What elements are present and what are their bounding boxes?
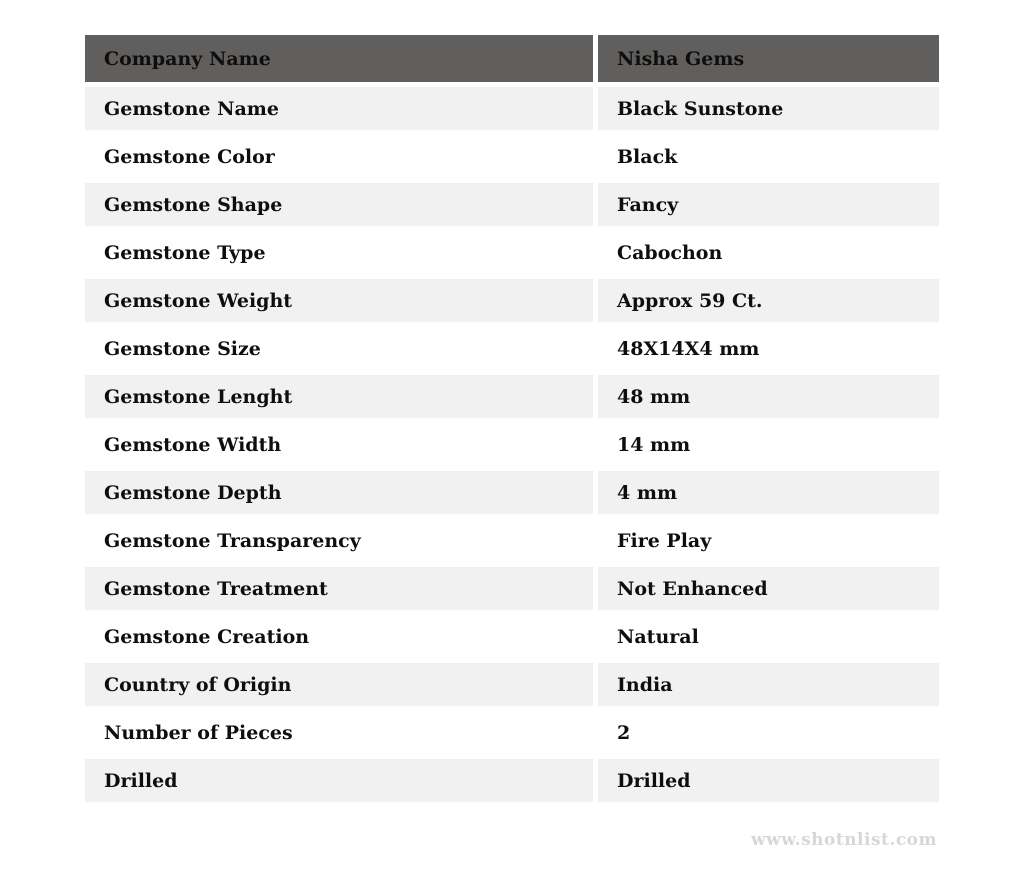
row-label-cell: Gemstone Size xyxy=(85,327,593,370)
row-label-cell: Country of Origin xyxy=(85,663,593,706)
row-label-cell: Gemstone Type xyxy=(85,231,593,274)
table-row xyxy=(85,135,939,178)
header-value-cell: Nisha Gems xyxy=(598,35,939,82)
row-value-cell: 14 mm xyxy=(598,423,939,466)
row-value-cell: Approx 59 Ct. xyxy=(598,279,939,322)
watermark-text: www.shotnlist.com xyxy=(750,830,937,850)
table-row xyxy=(85,423,939,466)
row-label-cell: Gemstone Depth xyxy=(85,471,593,514)
row-value-cell: India xyxy=(598,663,939,706)
row-value-cell: 48X14X4 mm xyxy=(598,327,939,370)
table-header-row xyxy=(85,35,939,82)
table-row xyxy=(85,279,939,322)
table-row xyxy=(85,375,939,418)
row-label-cell: Gemstone Width xyxy=(85,423,593,466)
table-row xyxy=(85,471,939,514)
table-row xyxy=(85,87,939,130)
row-value-cell: Natural xyxy=(598,615,939,658)
row-label-cell: Gemstone Shape xyxy=(85,183,593,226)
table-row xyxy=(85,519,939,562)
row-value-cell: 48 mm xyxy=(598,375,939,418)
row-label-cell: Gemstone Creation xyxy=(85,615,593,658)
row-value-cell: Fire Play xyxy=(598,519,939,562)
row-label-cell: Gemstone Weight xyxy=(85,279,593,322)
row-label-cell: Gemstone Color xyxy=(85,135,593,178)
row-label-cell: Gemstone Treatment xyxy=(85,567,593,610)
table-row xyxy=(85,615,939,658)
table-row xyxy=(85,183,939,226)
gemstone-spec-table xyxy=(85,35,939,802)
row-value-cell: Not Enhanced xyxy=(598,567,939,610)
row-label-cell: Number of Pieces xyxy=(85,711,593,754)
row-label-cell: Gemstone Name xyxy=(85,87,593,130)
table-row xyxy=(85,231,939,274)
row-value-cell: Black xyxy=(598,135,939,178)
row-value-cell: 2 xyxy=(598,711,939,754)
table-row xyxy=(85,567,939,610)
row-label-cell: Gemstone Lenght xyxy=(85,375,593,418)
row-label-cell: Gemstone Transparency xyxy=(85,519,593,562)
row-value-cell: 4 mm xyxy=(598,471,939,514)
table-row xyxy=(85,663,939,706)
row-label-cell: Drilled xyxy=(85,759,593,802)
row-value-cell: Fancy xyxy=(598,183,939,226)
table-row xyxy=(85,759,939,802)
table-row xyxy=(85,327,939,370)
header-label-cell: Company Name xyxy=(85,35,593,82)
table-row xyxy=(85,711,939,754)
row-value-cell: Black Sunstone xyxy=(598,87,939,130)
row-value-cell: Cabochon xyxy=(598,231,939,274)
row-value-cell: Drilled xyxy=(598,759,939,802)
